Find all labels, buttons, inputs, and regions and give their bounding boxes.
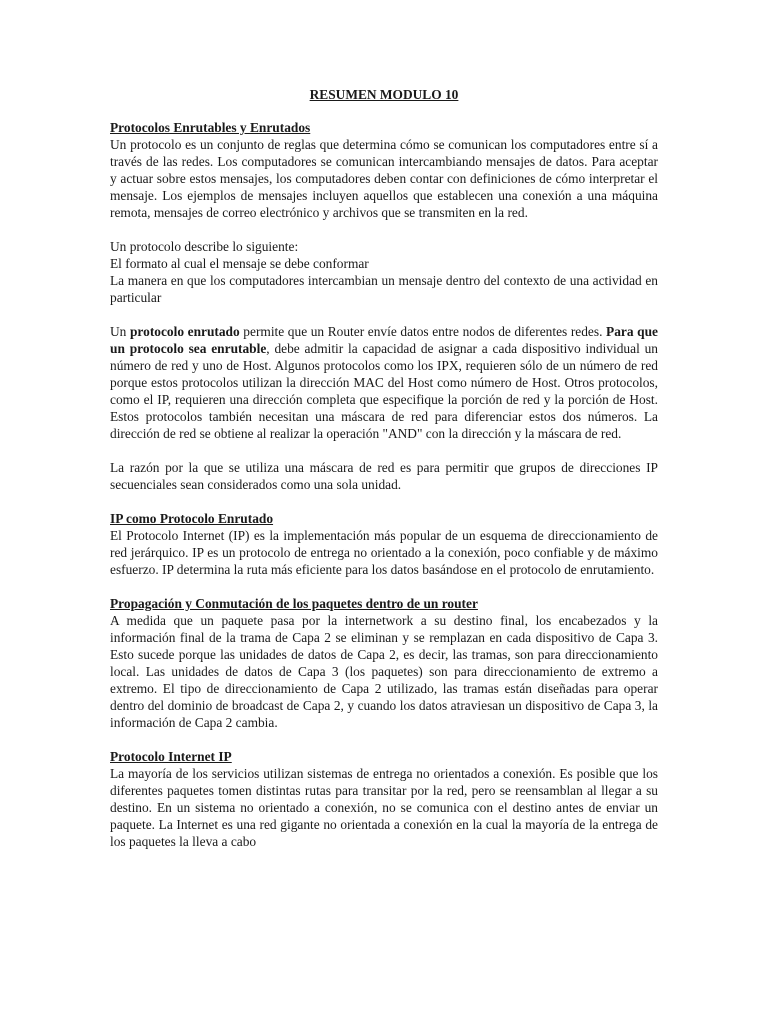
text-run: , debe admitir la capacidad de asignar a cada dispositivo individual un número de red y uno de Host. Algunos protocolos como los IPX, requieren sólo de un número de red porque estos protocolos utilizan la dirección MAC del Host como número de Host. Otros protocolos, como el IP, requieren una dirección completa que especifique la porción de red y la porción de Host. Estos protocolos también necesitan una máscara de red para diferenciar estos dos números. La dirección de red se obtiene al realizar la operación "AND" con la dirección y la máscara de red. xyxy=(110,341,658,441)
paragraph-mascara-red: La razón por la que se utiliza una máscara de red es para permitir que grupos de direcciones IP secuenciales sean considerados como una sola unidad. xyxy=(110,460,658,492)
spacer xyxy=(110,306,658,323)
text-run: permite que un Router envíe datos entre nodos de diferentes redes. xyxy=(239,324,607,339)
spacer xyxy=(110,442,658,459)
paragraph-ip-enrutado: El Protocolo Internet (IP) es la implementación más popular de un esquema de direccionamiento de red jerárquico. IP es un protocolo de entrega no orientado a la conexión, poco confiable y de máximo esfuerzo. IP determina la ruta más eficiente para los datos basándose en el protocolo de enrutamiento. xyxy=(110,528,658,577)
section-heading-ip-enrutado: IP como Protocolo Enrutado xyxy=(110,511,274,526)
document-page xyxy=(110,86,658,850)
paragraph-propagacion: A medida que un paquete pasa por la internetwork a su destino final, los encabezados y la información final de la trama de Capa 2 se eliminan y se remplazan en cada dispositivo de Capa 3. Esto sucede porque las unidades de datos de Capa 2, es decir, las tramas, son para direccionamiento local. Las unidades de datos de Capa 3 (los paquetes) son para direccionamiento de extremo a extremo. El tipo de direccionamiento de Capa 2 utilizado, las tramas están diseñadas para operar dentro del dominio de broadcast de Capa 2, y cuando los datos atraviesan un dispositivo de Capa 3, la información de Capa 2 cambia. xyxy=(110,613,658,730)
spacer xyxy=(110,578,658,595)
text-run: Un xyxy=(110,324,130,339)
paragraph-protocolo-definicion: Un protocolo es un conjunto de reglas que determina cómo se comunican los computadores entre sí a través de las redes. Los computadores se comunican intercambiando mensajes de datos. Para aceptar y actuar sobre estos mensajes, los computadores deben contar con definiciones de cómo interpretar el mensaje. Los ejemplos de mensajes incluyen aquellos que establecen una conexión a una máquina remota, mensajes de correo electrónico y archivos que se transmiten en la red. xyxy=(110,137,658,220)
bold-term-enrutable: Para que un protocolo sea enrutable xyxy=(110,324,658,356)
spacer xyxy=(110,731,658,748)
section-heading-protocolos: Protocolos Enrutables y Enrutados xyxy=(110,120,311,135)
list-intro: Un protocolo describe lo siguiente: xyxy=(110,239,299,254)
document-title: RESUMEN MODULO 10 xyxy=(309,87,459,102)
spacer xyxy=(110,221,658,238)
list-item-formato: El formato al cual el mensaje se debe conformar xyxy=(110,256,369,271)
paragraph-protocolo-enrutado xyxy=(110,323,658,442)
bold-term-protocolo-enrutado: protocolo enrutado xyxy=(129,324,240,339)
section-heading-protocolo-ip: Protocolo Internet IP xyxy=(110,749,232,764)
section-heading-propagacion: Propagación y Conmutación de los paquetes dentro de un router xyxy=(110,596,478,611)
paragraph-protocolo-ip: La mayoría de los servicios utilizan sistemas de entrega no orientados a conexión. Es posible que los diferentes paquetes tomen distintas rutas para transitar por la red, pero se reensamblan al llegar a su destino. En un sistema no orientado a conexión, no se comunica con el destino antes de enviar un paquete. La Internet es una red gigante no orientada a conexión en la cual la mayoría de la entrega de los paquetes la lleva a cabo xyxy=(110,766,658,849)
list-item-manera: La manera en que los computadores intercambian un mensaje dentro del contexto de una actividad en particular xyxy=(110,273,658,305)
spacer xyxy=(110,493,658,510)
